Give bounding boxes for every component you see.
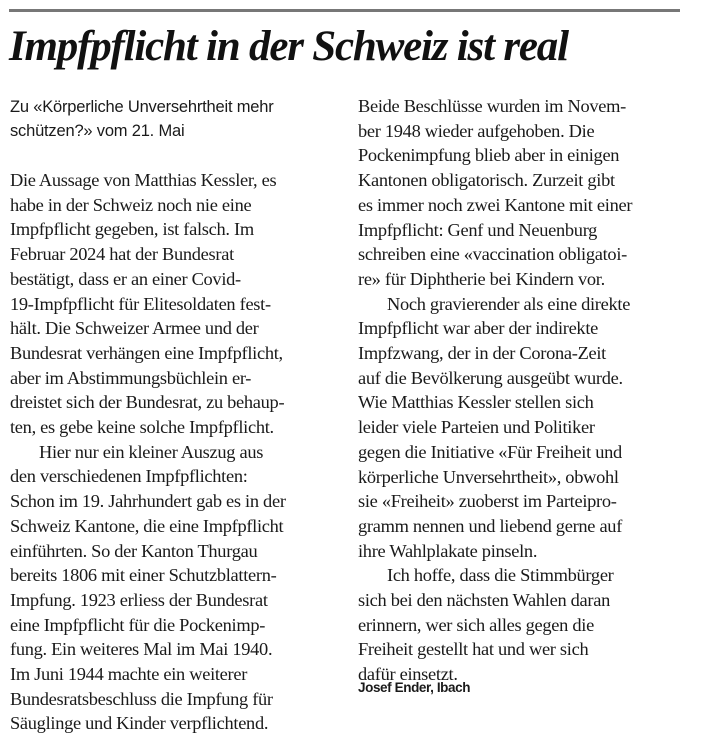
body-line: dreistet sich der Bundesrat, zu behaup- bbox=[10, 392, 285, 413]
body-line: aber im Abstimmungsbüchlein er- bbox=[10, 367, 252, 388]
left-column bbox=[10, 95, 286, 736]
body-line: Bundesrat verhängen eine Impfpflicht, bbox=[10, 342, 283, 363]
body-line: dafür einsetzt. bbox=[358, 664, 458, 685]
body-line: körperliche Unversehrtheit», obwohl bbox=[358, 466, 619, 487]
body-line: Impfung. 1923 erliess der Bundesrat bbox=[10, 589, 268, 610]
body-line: auf die Bevölkerung ausgeübt wurde. bbox=[358, 367, 623, 388]
body-line: es immer noch zwei Kantone mit einer bbox=[358, 194, 633, 215]
body-line: Die Aussage von Matthias Kessler, es bbox=[10, 170, 277, 190]
body-line: ten, es gebe keine solche Impfpflicht. bbox=[10, 417, 274, 438]
signature: Josef Ender, Ibach bbox=[358, 680, 471, 695]
body-line: leider viele Parteien und Politiker bbox=[358, 417, 595, 438]
headline: Impfpflicht in der Schweiz ist real bbox=[9, 23, 568, 70]
body-line: Säuglinge und Kinder verpflichtend. bbox=[10, 713, 269, 734]
body-line: Schweiz Kantone, die eine Impfpflicht bbox=[10, 515, 284, 536]
body-line: Bundesratsbeschluss die Impfung für bbox=[10, 688, 273, 709]
body-line: Ich hoffe, dass die Stimmbürger bbox=[387, 565, 614, 586]
body-line: ihre Wahlplakate pinseln. bbox=[358, 540, 538, 561]
body-line: habe in der Schweiz noch nie eine bbox=[10, 194, 252, 215]
body-line: Hier nur ein kleiner Auszug aus bbox=[39, 441, 264, 462]
body-line: bestätigt, dass er an einer Covid- bbox=[10, 268, 241, 289]
body-line: gramm nennen und liebend gerne auf bbox=[358, 515, 623, 536]
body-line: den verschiedenen Impfpflichten: bbox=[10, 466, 248, 487]
body-line: schreiben eine «vaccination obligatoi- bbox=[358, 244, 627, 265]
right-column bbox=[358, 94, 632, 687]
body-line: Freiheit gestellt hat und wer sich bbox=[358, 639, 589, 660]
body-line: eine Impfpflicht für die Pockenimp- bbox=[10, 614, 266, 635]
body-line: 19-Impfpflicht für Elitesoldaten fest- bbox=[10, 293, 271, 314]
body-line: Schon im 19. Jahrhundert gab es in der bbox=[10, 491, 286, 512]
reference-line: Zu «Körperliche Unversehrtheit mehr bbox=[10, 98, 274, 116]
body-line: Impfpflicht gegeben, ist falsch. Im bbox=[10, 219, 254, 240]
body-line: sich bei den nächsten Wahlen daran bbox=[358, 590, 610, 611]
body-line: hält. Die Schweizer Armee und der bbox=[10, 318, 259, 339]
body-line: Pockenimpfung blieb aber in einigen bbox=[358, 145, 620, 166]
body-line: bereits 1806 mit einer Schutzblattern- bbox=[10, 565, 277, 586]
body-line: ber 1948 wieder aufgehoben. Die bbox=[358, 120, 595, 141]
top-rule bbox=[9, 9, 680, 12]
body-line: Impfpflicht war aber der indirekte bbox=[358, 318, 599, 339]
body-line: Noch gravierender als eine direkte bbox=[387, 293, 631, 314]
reference-line: schützen?» vom 21. Mai bbox=[10, 122, 185, 140]
body-line: Impfzwang, der in der Corona-Zeit bbox=[358, 343, 606, 364]
body-line: fung. Ein weiteres Mal im Mai 1940. bbox=[10, 639, 273, 660]
body-line: Im Juni 1944 machte ein weiterer bbox=[10, 664, 248, 685]
body-line: Impfpflicht: Genf und Neuenburg bbox=[358, 219, 598, 240]
body-line: Wie Matthias Kessler stellen sich bbox=[358, 392, 594, 413]
body-line: Beide Beschlüsse wurden im Novem- bbox=[358, 96, 626, 116]
body-line: gegen die Initiative «Für Freiheit und bbox=[358, 441, 622, 462]
body-line: re» für Diphtherie bei Kindern vor. bbox=[358, 268, 605, 289]
body-line: sie «Freiheit» zuoberst im Parteipro- bbox=[358, 491, 617, 512]
body-line: Kantonen obligatorisch. Zurzeit gibt bbox=[358, 170, 615, 191]
body-line: erinnern, wer sich alles gegen die bbox=[358, 614, 594, 635]
body-line: einführten. So der Kanton Thurgau bbox=[10, 540, 258, 561]
body-line: Februar 2024 hat der Bundesrat bbox=[10, 244, 234, 265]
